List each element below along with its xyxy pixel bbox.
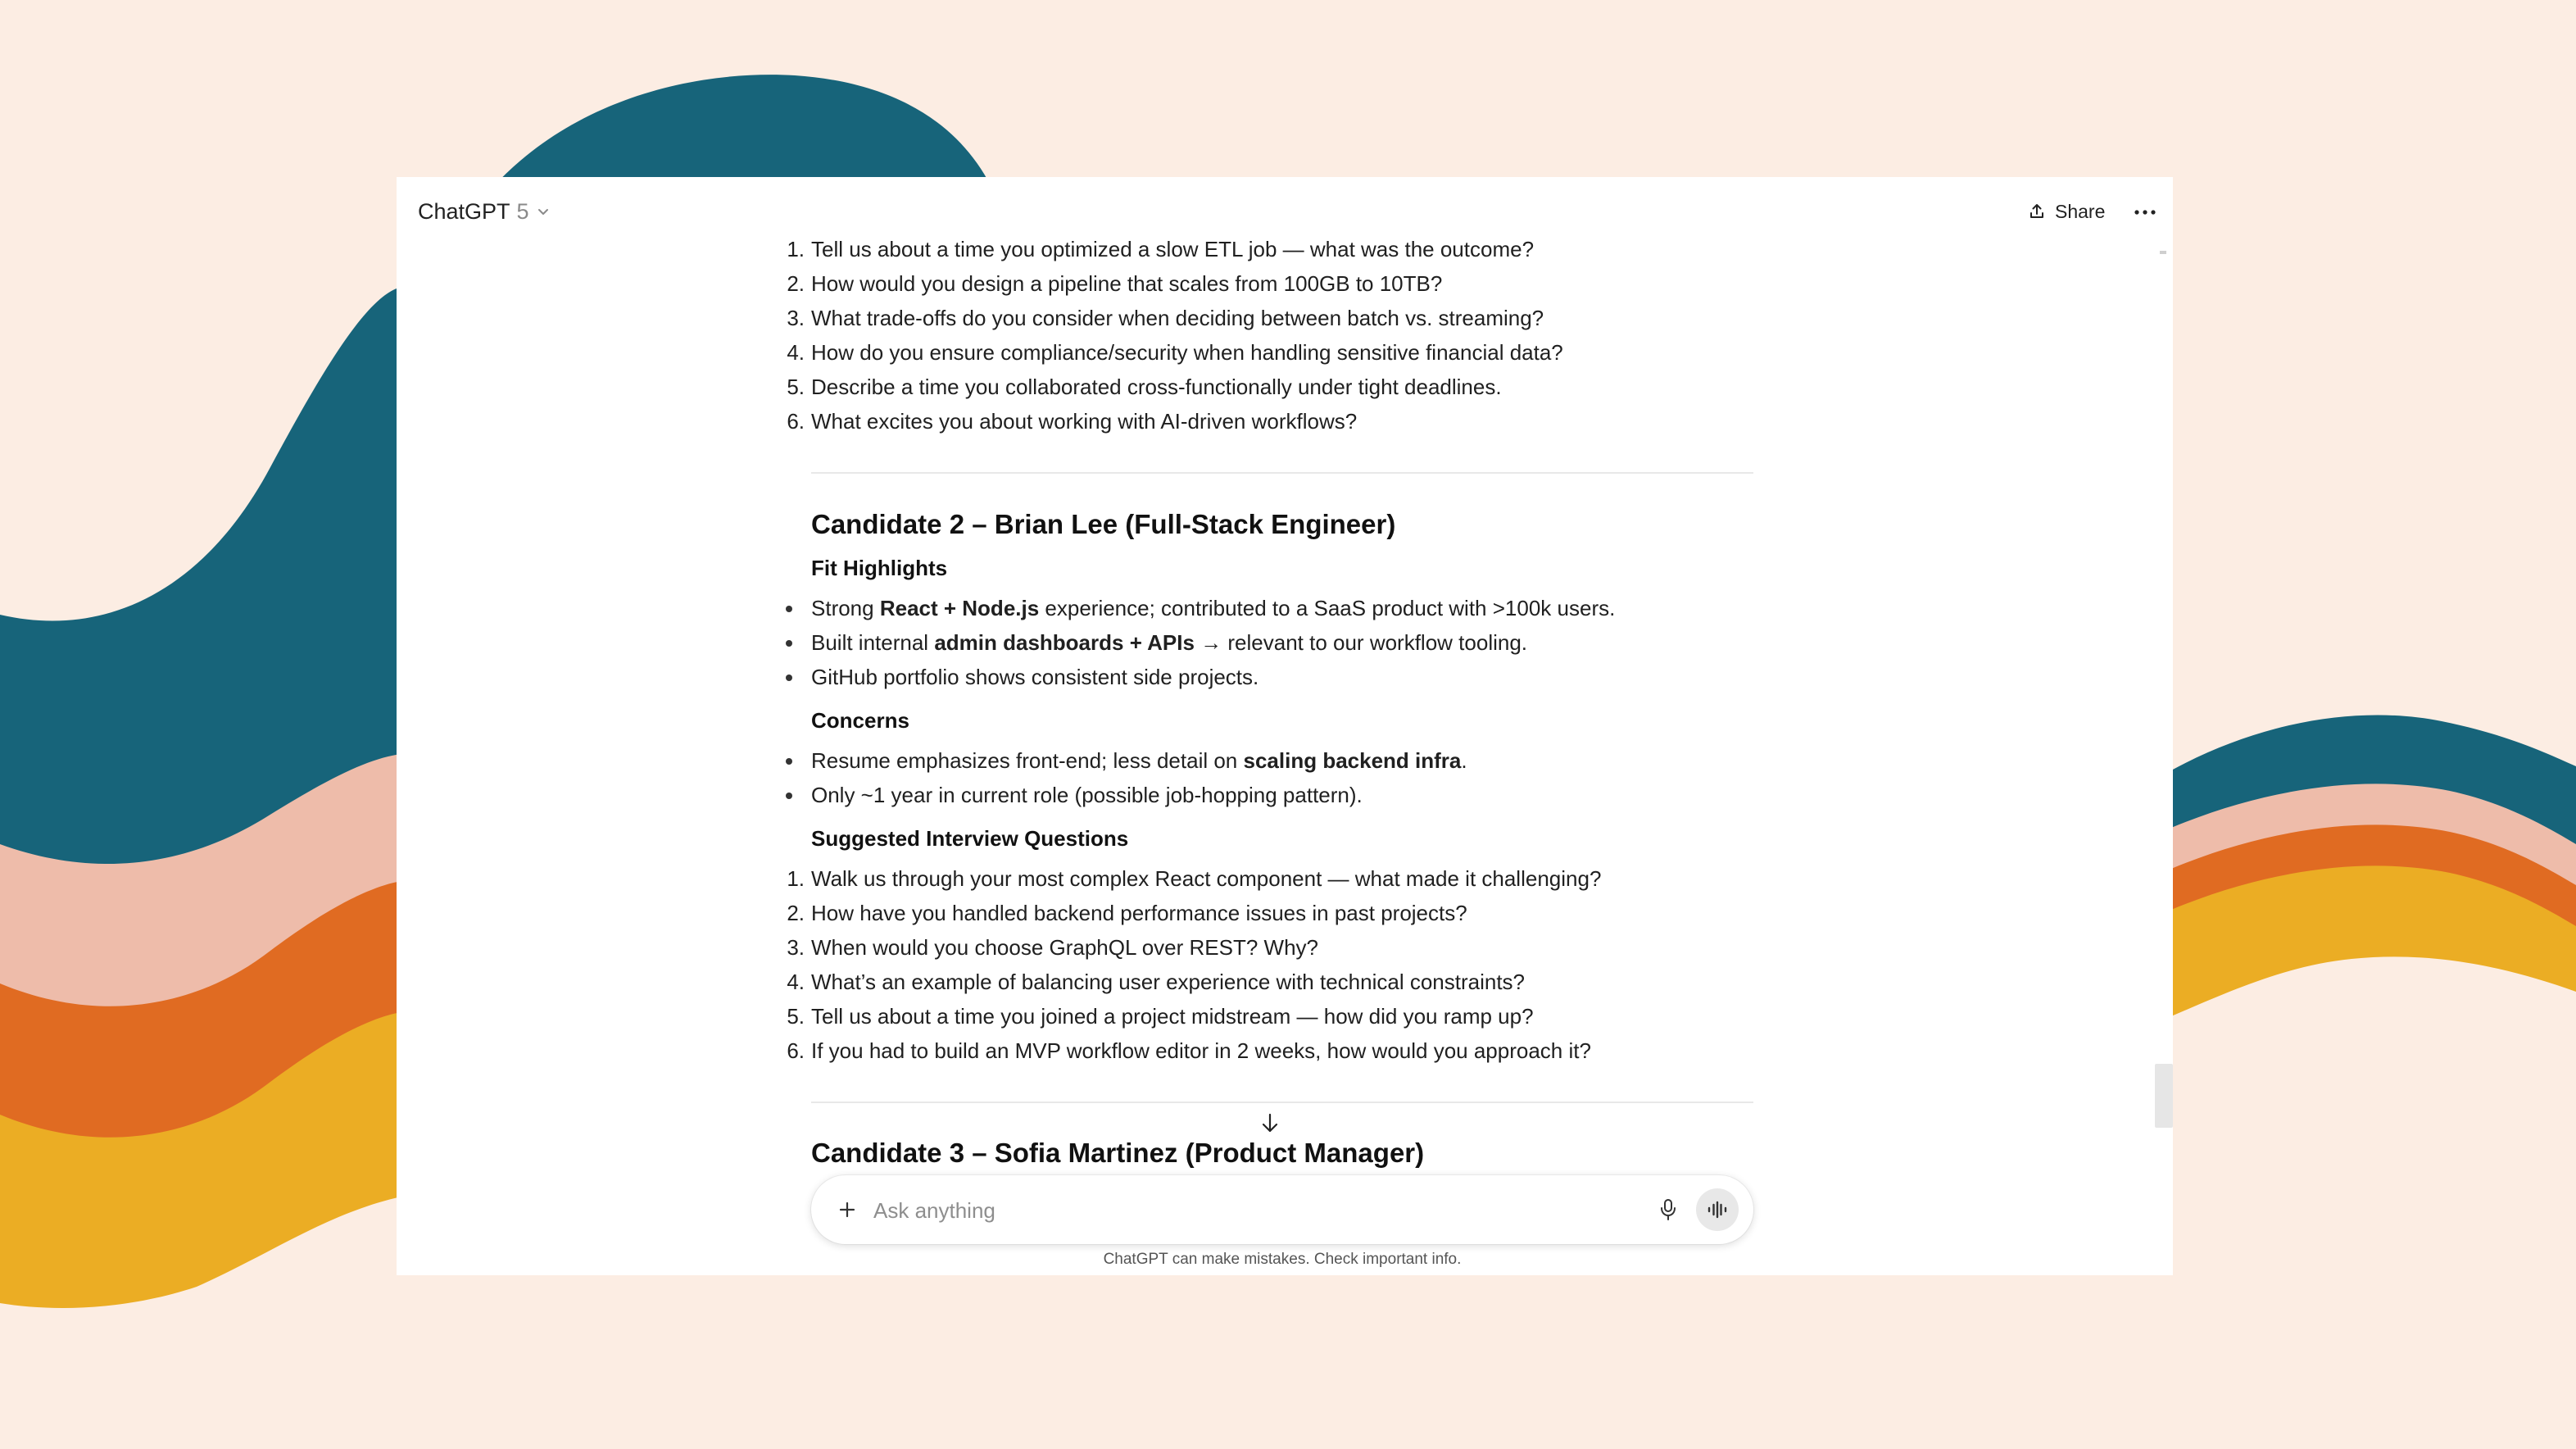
list-item: 6. If you had to build an MVP workflow editor in 2 weeks, how would you approach it? — [787, 1038, 1591, 1063]
fit-highlights-heading: Fit Highlights — [811, 556, 948, 580]
list-item: 5. Describe a time you collaborated cross-functionally under tight deadlines. — [787, 375, 1502, 399]
left-waves — [0, 287, 401, 1308]
candidate-2-heading: Candidate 2 – Brian Lee (Full-Stack Engineer) — [811, 509, 1396, 539]
list-item: 1. Tell us about a time you optimized a slow ETL job — what was the outcome? — [787, 237, 1535, 261]
share-label: Share — [2055, 200, 2106, 222]
model-version: 5 — [516, 198, 529, 224]
list-item: Only ~1 year in current role (possible job-hopping pattern). — [811, 779, 1363, 811]
voice-mode-icon — [1707, 1201, 1728, 1219]
plus-icon — [837, 1200, 857, 1220]
section-divider — [811, 1102, 1753, 1103]
scrollbar-thumb[interactable] — [2155, 1064, 2173, 1128]
concerns-heading: Concerns — [811, 708, 909, 733]
list-item: 3. When would you choose GraphQL over REST? Why? — [787, 935, 1318, 960]
microphone-icon — [1658, 1198, 1678, 1221]
list-item: 6. What excites you about working with AI-driven workflows? — [787, 409, 1358, 434]
ask-input[interactable] — [872, 1192, 1571, 1229]
scrollbar-top — [2160, 251, 2166, 254]
list-item: GitHub portfolio shows consistent side projects. — [811, 661, 1259, 693]
chat-window — [397, 177, 2173, 1275]
add-attachment-button[interactable] — [831, 1193, 864, 1226]
list-item: 5. Tell us about a time you joined a project midstream — how did you ramp up? — [787, 1004, 1534, 1029]
assistant-message — [397, 177, 2173, 1275]
list-item: Resume emphasizes front-end; less detail on scaling backend infra. — [811, 744, 1467, 777]
candidate-3-heading: Candidate 3 – Sofia Martinez (Product Manager) — [811, 1138, 1425, 1168]
voice-mode-button[interactable] — [1696, 1188, 1739, 1231]
list-item: 1. Walk us through your most complex React component — what made it challenging? — [787, 866, 1602, 891]
list-item: 2. How have you handled backend performance issues in past projects? — [787, 901, 1467, 925]
list-item: Built internal admin dashboards + APIs → relevant to our workflow tooling. — [811, 626, 1527, 659]
interview-questions-heading: Suggested Interview Questions — [811, 826, 1129, 851]
list-item: Strong React + Node.js experience; contributed to a SaaS product with >100k users. — [811, 592, 1615, 625]
composer — [811, 1175, 1753, 1244]
disclaimer-text: ChatGPT can make mistakes. Check important info. — [1103, 1251, 1462, 1268]
right-waves — [2171, 715, 2576, 1017]
list-item: 2. How would you design a pipeline that scales from 100GB to 10TB? — [787, 271, 1443, 296]
list-item: 4. How do you ensure compliance/security when handling sensitive financial data? — [787, 340, 1563, 365]
dictate-button[interactable] — [1652, 1193, 1685, 1226]
arrow-down-icon[interactable] — [1259, 1111, 1281, 1136]
app-name: ChatGPT — [418, 198, 510, 224]
list-item: 4. What’s an example of balancing user experience with technical constraints? — [787, 970, 1525, 994]
list-item: 3. What trade-offs do you consider when deciding between batch vs. streaming? — [787, 306, 1544, 330]
section-divider — [811, 472, 1753, 474]
